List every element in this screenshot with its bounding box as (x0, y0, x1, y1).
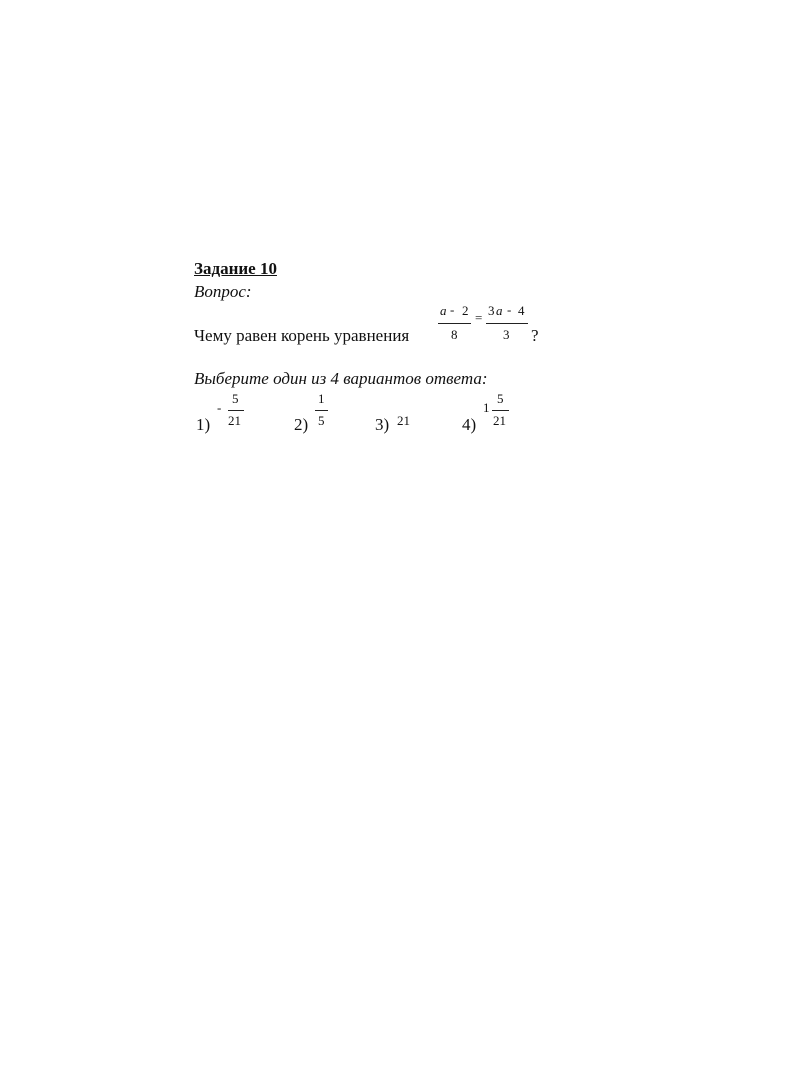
option-fraction-bar (315, 410, 328, 411)
option-value: 21 (397, 413, 410, 428)
option-num: 5 (232, 391, 239, 406)
option-whole: 1 (483, 400, 490, 415)
answers-label: Выберите один из 4 вариантов ответа: (194, 369, 488, 388)
option-fraction-bar (492, 410, 509, 411)
option-number: 1) (196, 415, 211, 434)
eq-equals: = (475, 310, 483, 325)
option-num: 5 (497, 391, 504, 406)
option-den: 5 (318, 413, 325, 428)
eq-left-num-minus: - (450, 302, 455, 317)
option-number: 3) (375, 415, 390, 434)
question-mark: ? (531, 326, 539, 345)
option-fraction-bar (228, 410, 244, 411)
option-sign: - (217, 400, 222, 415)
eq-right-num-var: a (496, 303, 503, 318)
eq-left-fraction-bar (438, 323, 471, 324)
question-label: Вопрос: (194, 282, 252, 301)
option-number: 2) (294, 415, 309, 434)
option-den: 21 (493, 413, 506, 428)
question-text: Чему равен корень уравнения (194, 326, 410, 345)
eq-right-num-const: 4 (518, 303, 525, 318)
eq-left-den: 8 (451, 327, 458, 342)
option-den: 21 (228, 413, 241, 428)
eq-right-num-coef: 3 (488, 303, 495, 318)
eq-left-num-const: 2 (462, 303, 469, 318)
eq-left-num-var: a (440, 303, 447, 318)
task-title: Задание 10 (194, 259, 277, 278)
option-number: 4) (462, 415, 477, 434)
eq-right-num-minus: - (507, 302, 512, 317)
option-num: 1 (318, 391, 325, 406)
eq-right-fraction-bar (486, 323, 528, 324)
eq-right-den: 3 (503, 327, 510, 342)
